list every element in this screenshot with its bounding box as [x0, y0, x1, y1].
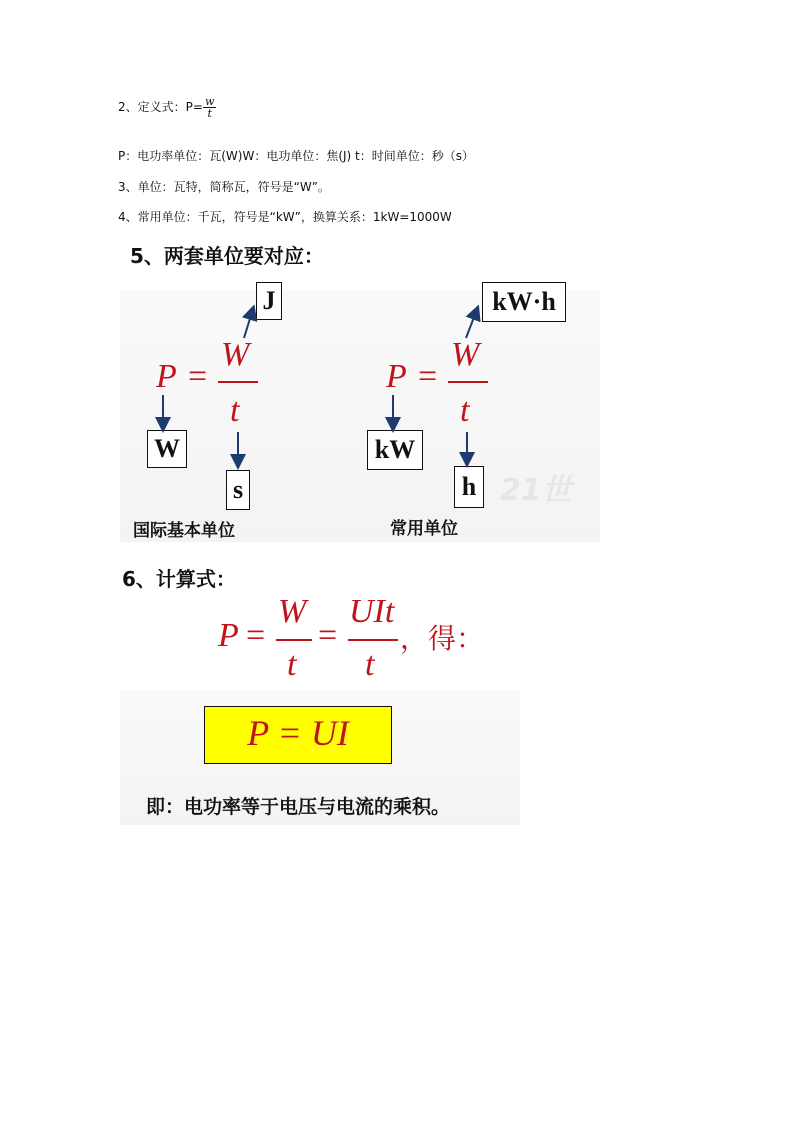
right-equals: = — [418, 358, 438, 395]
left-p-symbol: P — [156, 358, 177, 395]
left-denominator: t — [230, 392, 240, 429]
formula-equals-1: = — [246, 617, 266, 654]
left-box-power-unit: W — [147, 430, 187, 468]
right-p-symbol: P — [386, 358, 407, 395]
formula-den-1: t — [287, 646, 297, 683]
left-arrow-up — [244, 312, 252, 338]
right-box-energy-unit: kW·h — [482, 282, 566, 322]
left-caption: 国际基本单位 — [133, 521, 235, 541]
right-denominator: t — [460, 392, 470, 429]
units-description-line: P：电功率单位：瓦(W)W：电功单位：焦(J) t：时间单位：秒（s） — [118, 149, 475, 163]
left-equals: = — [188, 358, 208, 395]
right-numerator: W — [451, 336, 480, 373]
common-unit-line: 4、常用单位：千瓦，符号是“kW”，换算关系：1kW=1000W — [118, 210, 452, 224]
right-box-time-unit: h — [454, 466, 484, 508]
formula-bar-1 — [276, 639, 312, 641]
formula-den-2: t — [365, 646, 375, 683]
right-caption: 常用单位 — [390, 519, 458, 539]
formula-bar-2 — [348, 639, 398, 641]
right-arrow-up — [466, 312, 476, 338]
right-box-power-unit: kW — [367, 430, 423, 470]
formula-tail: ，得： — [400, 622, 485, 655]
section5-heading: 5、两套单位要对应： — [130, 244, 324, 268]
definition-numerator: w — [204, 95, 215, 108]
definition-prefix: 2、定义式：P= — [118, 100, 203, 114]
formula-p: P — [218, 617, 239, 654]
left-numerator: W — [221, 336, 250, 373]
formula-num-1: W — [278, 593, 307, 630]
section6-heading: 6、计算式： — [122, 567, 236, 591]
watermark-logo: 21世 — [500, 473, 572, 508]
formula-num-2: UIt — [349, 593, 395, 630]
left-box-energy-unit: J — [256, 282, 282, 320]
unit-arrows — [0, 0, 794, 560]
unit-line: 3、单位：瓦特，简称瓦，符号是“W”。 — [118, 180, 330, 194]
definition-denominator: t — [207, 107, 212, 120]
conclusion-text: 即：电功率等于电压与电流的乘积。 — [146, 796, 451, 818]
highlighted-formula-box — [204, 706, 392, 764]
formula-equals-2: = — [318, 617, 338, 654]
left-box-time-unit: s — [226, 470, 250, 510]
highlighted-formula: P = UI — [247, 713, 349, 753]
